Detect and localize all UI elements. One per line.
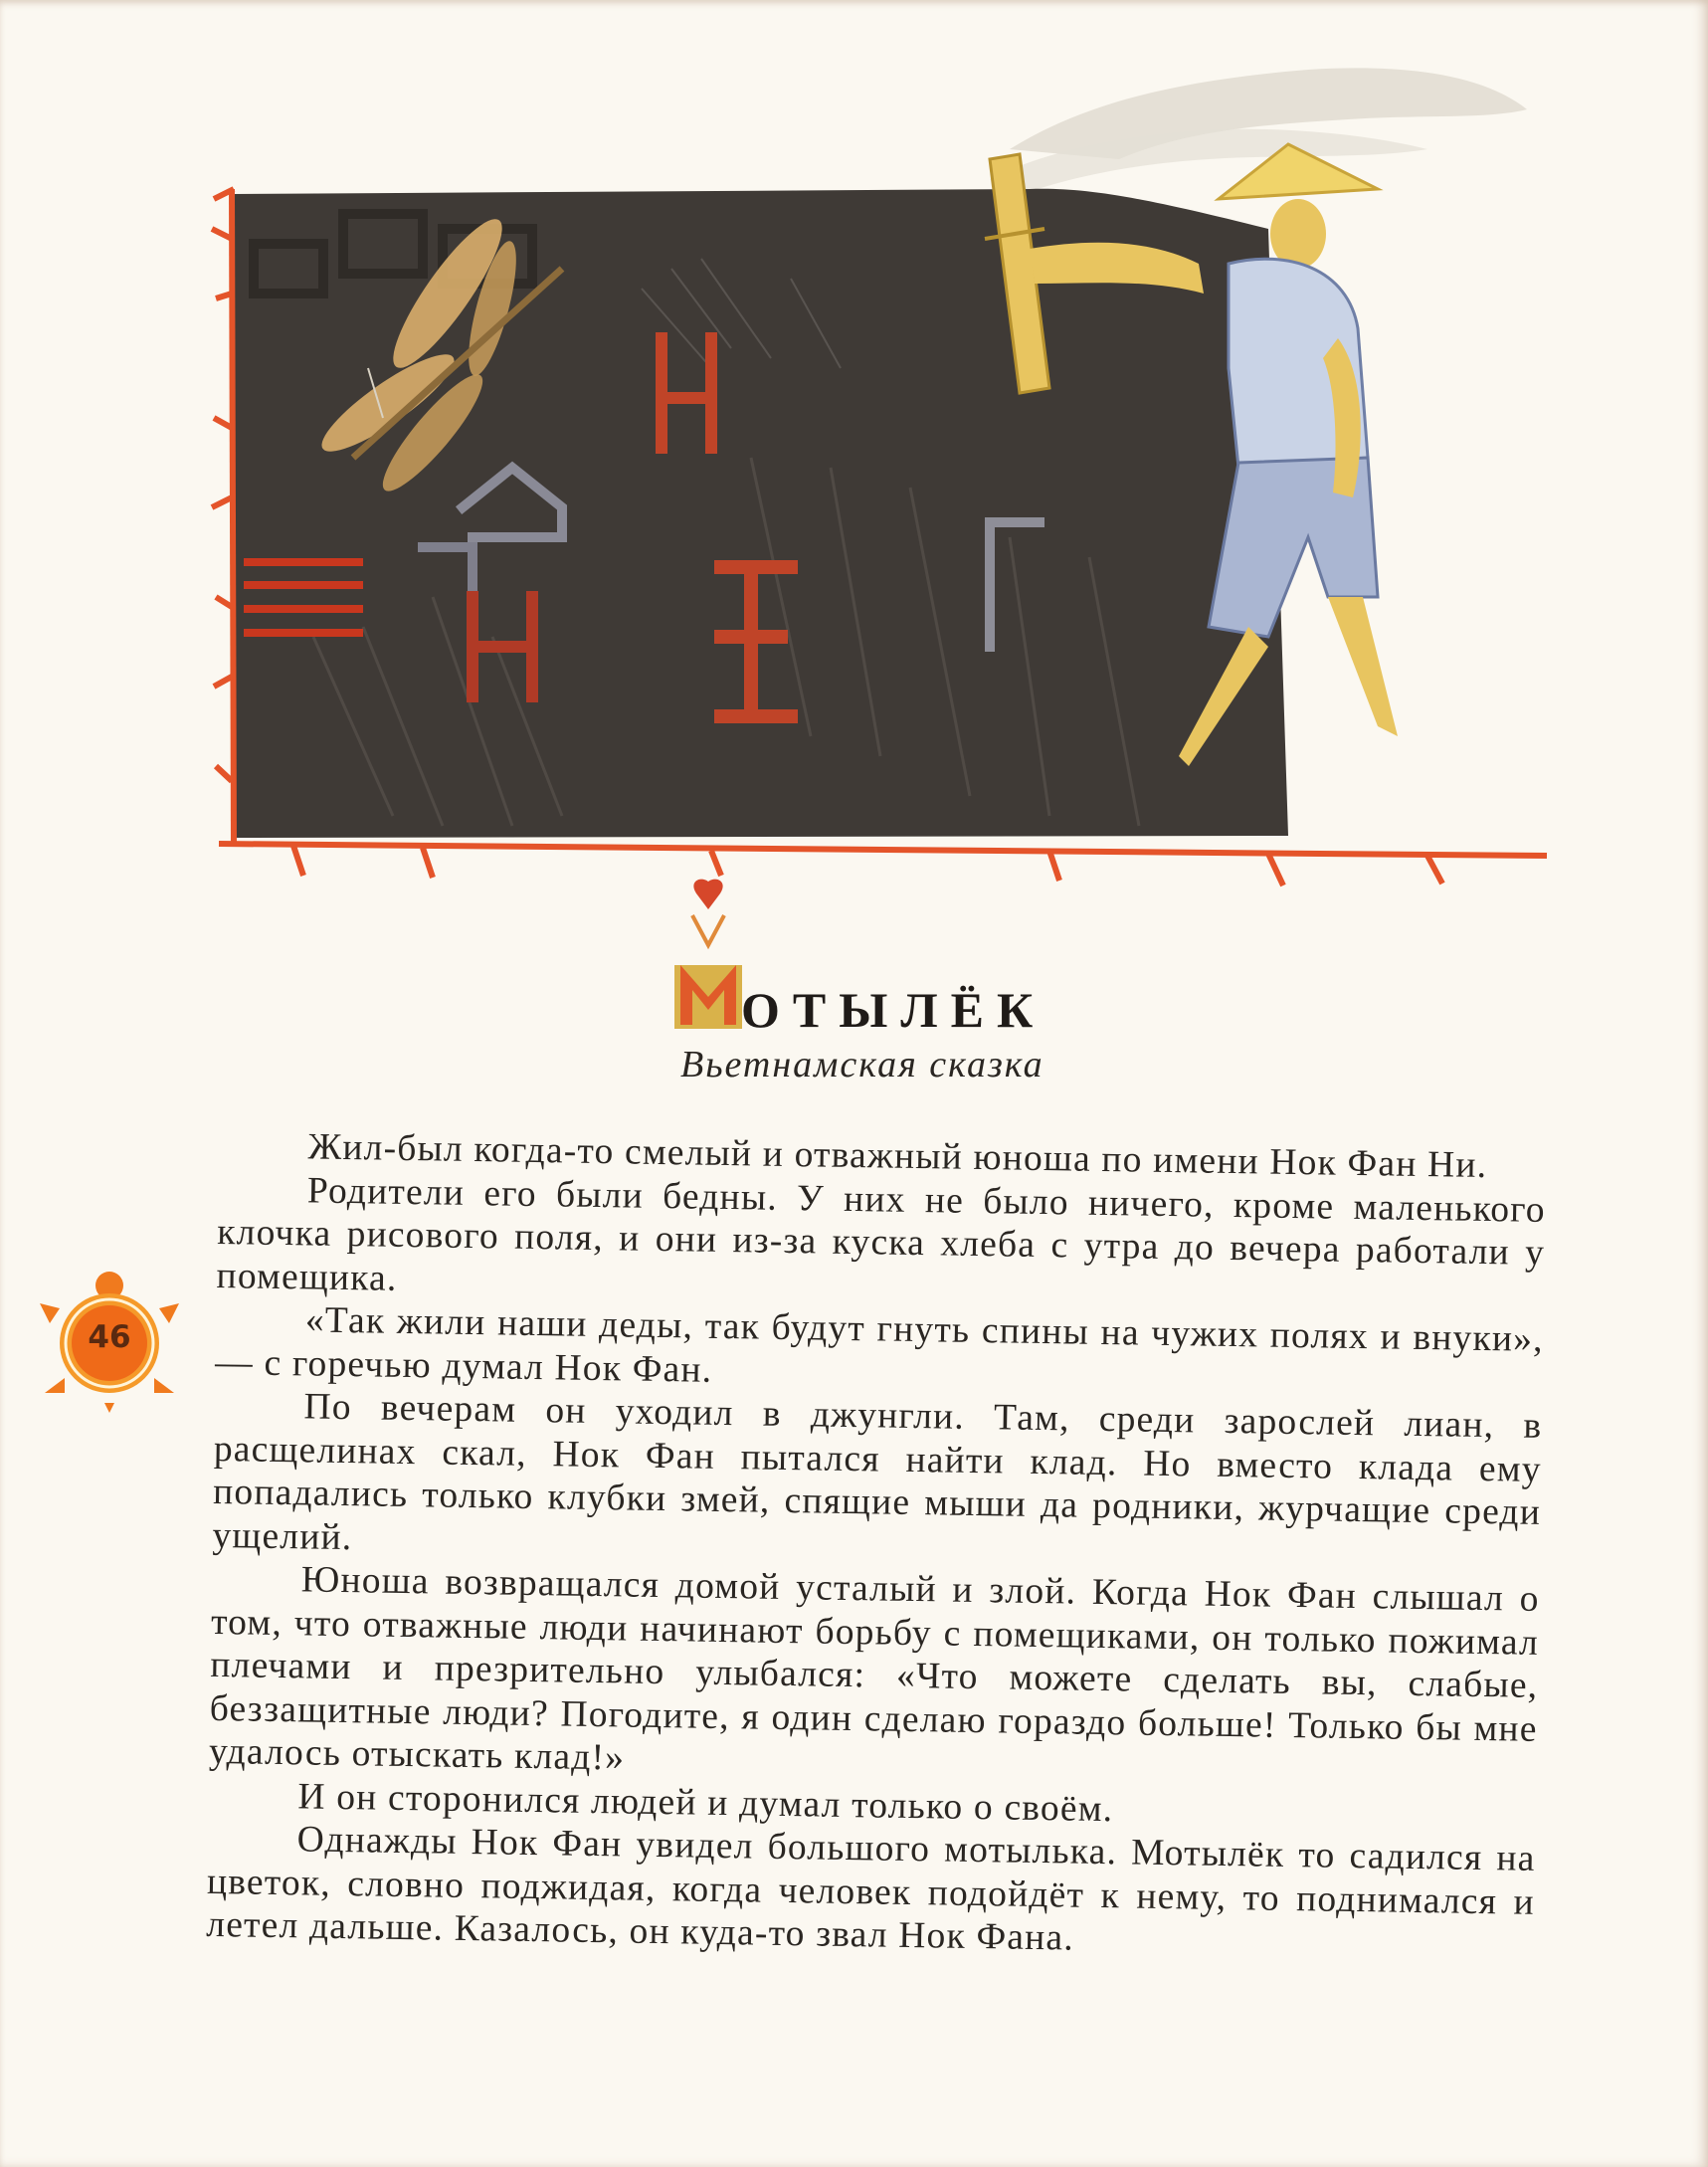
paragraph: Родители его были бедны. У них не было ничего, кроме маленького клочка рисового поля, и они из-за куска хлеба с утра до вечера работали у помещика. (216, 1169, 1547, 1299)
paragraph: По вечерам он уходил в джунгли. Там, среди зарослей лиан, в расщелинах скал, Нок Фан пытался найти клад. Но вместо клада ему попадались только клубки змей, спящие мыши да родники, журчащие среди ущелий. (212, 1386, 1543, 1558)
paragraph: Однажды Нок Фан увидел большого мотылька. Мотылёк то садился на цветок, словно поджидая, когда человек подойдёт к нему, то поднимался и летел дальше. Казалось, он куда-то звал Нок Фана. (206, 1819, 1536, 1959)
page-number-holder (40, 1264, 179, 1413)
paragraph: Жил-был когда-то смелый и отважный юноша по имени Нок Фан Ни. (307, 1126, 1488, 1187)
paragraph: И он сторонился людей и думал только о своём. (297, 1775, 1114, 1830)
night-panel (234, 189, 1288, 838)
paragraph: «Так жили наши деды, так будут гнуть спины на чужих полях и внуки»,— с горечью думал Нок Фан. (214, 1299, 1545, 1391)
paragraph: Юноша возвращался домой усталый и злой. Когда Нок Фан слышал о том, что отважные люди начинают борьбу с помещиками, он только пожимал плечами и презрительно улыбался: «Что можете сделать вы, слабые, беззащитные люди? Погодите, я один сделаю гораздо больше! Только бы мне удалось отыскать клад!» (208, 1559, 1540, 1779)
story-subtitle: Вьетнамская сказка (680, 1044, 1044, 1085)
header-illustration (194, 40, 1567, 925)
page-number: 46 (88, 1319, 131, 1355)
drop-cap (672, 876, 744, 1031)
story-text (206, 1124, 1547, 1967)
story-title: ОТЫЛЁК (741, 982, 1046, 1038)
